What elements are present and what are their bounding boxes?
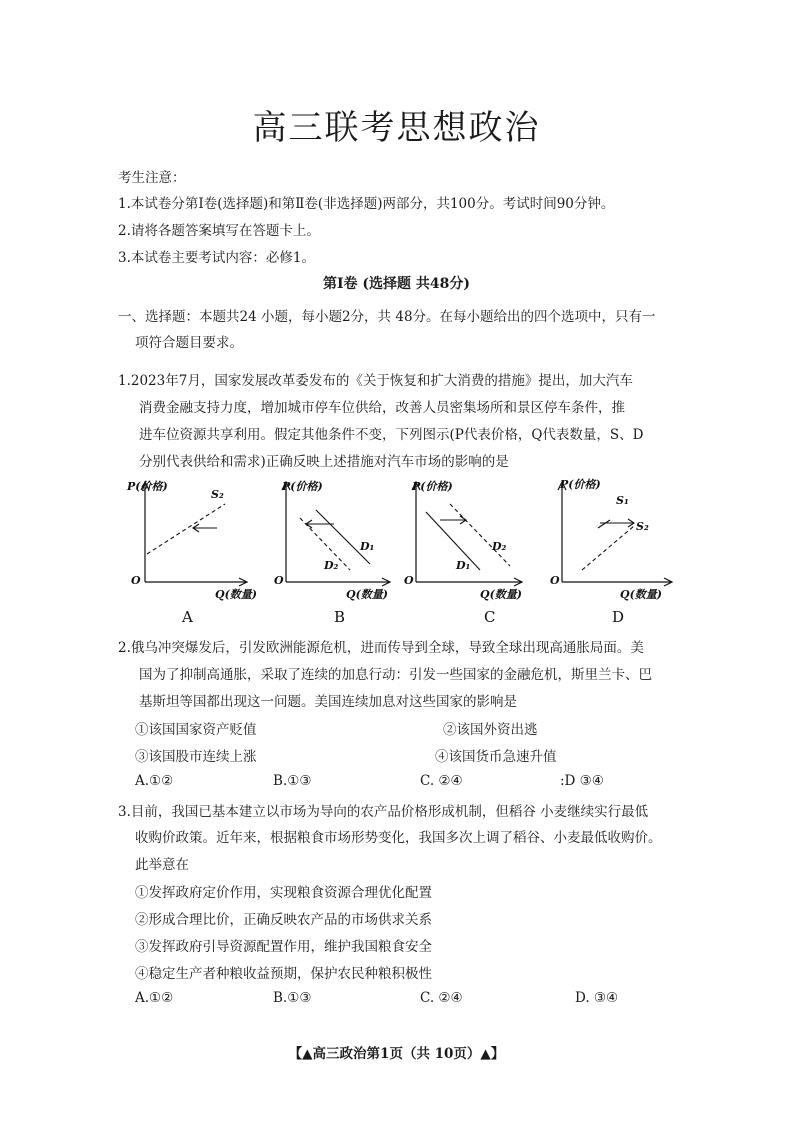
section-instruction: 一、选择题：本题共24 小题，每小题2分，共 48分。在每小题给出的四个选项中，只有一 bbox=[118, 309, 656, 325]
notice-item: 2.请将各题答案填写在答题卡上。 bbox=[118, 223, 320, 239]
q3-option-c[interactable]: C. ②④ bbox=[420, 990, 463, 1006]
q3-option-a[interactable]: A.①② bbox=[135, 990, 174, 1006]
origin-label: O bbox=[274, 574, 284, 587]
q1-stem: 分别代表供给和需求)正确反映上述措施对汽车市场的影响的是 bbox=[139, 454, 509, 470]
q3-statement: ①发挥政府定价作用，实现粮食资源合理优化配置 bbox=[135, 885, 432, 901]
curve-label-d1: D₁ bbox=[360, 540, 375, 553]
q2-stem: 国为了抑制高通胀，采取了连续的加息行动：引发一些国家的金融危机，斯里兰卡、巴 bbox=[139, 667, 652, 683]
q3-statement: ③发挥政府引导资源配置作用，维护我国粮食安全 bbox=[135, 939, 432, 955]
origin-label: O bbox=[131, 574, 141, 587]
section-title: 第Ⅰ卷 (选择题 共48分) bbox=[322, 276, 471, 292]
q2-stem: 2.俄乌冲突爆发后，引发欧洲能源危机，进而传导到全球，导致全球出现高通胀局面。美 bbox=[118, 640, 644, 656]
q3-option-b[interactable]: B.①③ bbox=[273, 990, 312, 1006]
chart-c bbox=[404, 476, 539, 628]
q3-statement: ④稳定生产者种粮收益预期，保护农民种粮积极性 bbox=[135, 966, 432, 982]
page-title: 高三联考思想政治 bbox=[252, 108, 541, 148]
y-axis-label: P(价格) bbox=[412, 480, 453, 493]
x-axis-label: Q(数量) bbox=[346, 588, 388, 601]
option-label-d: D bbox=[612, 608, 625, 626]
q2-statement: ②该国外资出逃 bbox=[443, 722, 538, 738]
q2-option-a[interactable]: A.①② bbox=[135, 773, 174, 789]
curve-label-d1: D₁ bbox=[456, 559, 471, 572]
q2-statement: ④该国货币急速升值 bbox=[435, 749, 557, 765]
demand-curve-d1 bbox=[316, 510, 370, 564]
q2-stem: 基斯坦等国都出现这一问题。美国连续加息对这些国家的影响是 bbox=[139, 694, 517, 710]
curve-label-s1: S₁ bbox=[616, 494, 629, 507]
curve-label-d2: D₂ bbox=[492, 540, 507, 553]
demand-curve-d2 bbox=[450, 504, 510, 566]
x-axis-label: Q(数量) bbox=[620, 588, 662, 601]
q1-stem: 消费金融支持力度，增加城市停车位供给，改善人员密集场所和景区停车条件，推 bbox=[139, 400, 625, 416]
q3-option-d[interactable]: D. ③④ bbox=[575, 990, 619, 1006]
origin-label: O bbox=[404, 574, 414, 587]
option-label-b: B bbox=[334, 608, 346, 626]
y-axis-label: P(价格) bbox=[127, 480, 168, 493]
q2-statement: ①该国国家资产贬值 bbox=[135, 722, 257, 738]
page-footer: 【▲高三政治第1页（共 10页）▲】 bbox=[288, 1046, 505, 1062]
notice-item: 3.本试卷主要考试内容：必修1。 bbox=[118, 250, 315, 266]
option-label-c: C bbox=[484, 608, 496, 626]
x-axis-label: Q(数量) bbox=[215, 588, 257, 601]
origin-label: O bbox=[550, 574, 560, 587]
demand-curve-d1 bbox=[426, 512, 480, 570]
notice-item: 1.本试卷分第Ⅰ卷(选择题)和第Ⅱ卷(非选择题)两部分，共100分。考试时间90分钟。 bbox=[118, 196, 615, 212]
supply-curve-s2 bbox=[582, 526, 634, 570]
q2-option-b[interactable]: B.①③ bbox=[273, 773, 312, 789]
q3-statement: ②形成合理比价，正确反映农产品的市场供求关系 bbox=[135, 912, 432, 928]
chart-d bbox=[548, 476, 683, 628]
notice-heading: 考生注意： bbox=[118, 170, 186, 186]
supply-curve-s1 bbox=[598, 520, 610, 528]
supply-curve-s2 bbox=[147, 504, 225, 554]
y-axis-label: P(价格) bbox=[282, 480, 323, 493]
option-label-a: A bbox=[182, 608, 193, 626]
curve-label-s2: S₂ bbox=[211, 488, 224, 501]
curve-label-d2: D₂ bbox=[324, 559, 339, 572]
q2-option-d[interactable]: :D ③④ bbox=[560, 773, 604, 789]
chart-b bbox=[272, 476, 407, 628]
curve-label-s2: S₂ bbox=[636, 520, 649, 533]
q3-stem: 收购价政策。近年来，根据粮食市场形势变化，我国多次上调了稻谷、小麦最低收购价。 bbox=[135, 830, 662, 846]
q1-stem: 进车位资源共享利用。假定其他条件不变，下列图示(P代表价格，Q代表数量，S、D bbox=[139, 427, 644, 443]
chart-a bbox=[125, 476, 260, 628]
q3-stem: 3.目前，我国已基本建立以市场为导向的农产品价格形成机制，但稻谷 小麦继续实行最低 bbox=[118, 804, 649, 820]
q1-stem: 1.2023年7月，国家发展改革委发布的《关于恢复和扩大消费的措施》提出，加大汽车 bbox=[118, 373, 633, 389]
q2-statement: ③该国股市连续上涨 bbox=[135, 749, 257, 765]
section-instruction-cont: 项符合题目要求。 bbox=[135, 335, 243, 351]
x-axis-label: Q(数量) bbox=[480, 588, 522, 601]
q2-option-c[interactable]: C. ②④ bbox=[420, 773, 463, 789]
q3-stem: 此举意在 bbox=[135, 857, 189, 873]
y-axis-label: P(价格) bbox=[560, 478, 601, 491]
